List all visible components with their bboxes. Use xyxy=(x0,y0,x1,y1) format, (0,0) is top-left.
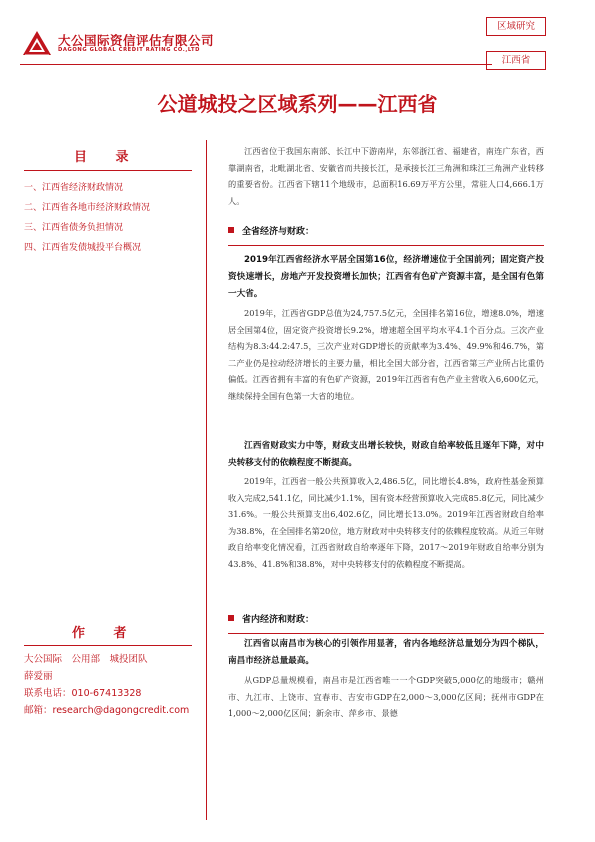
section-title: 全省经济与财政： xyxy=(242,227,315,237)
section-bullet-icon xyxy=(228,615,234,621)
region-tag: 江西省 xyxy=(486,51,546,70)
company-name-cn: 大公国际资信评估有限公司 xyxy=(58,33,215,48)
toc-item[interactable]: 二、江西省各地市经济财政情况 xyxy=(24,203,151,213)
body-paragraph: 2019年，江西省GDP总值为24,757.5亿元，全国排名第16位，增速8.0%，增速居全国第4位，固定资产投资增长9.2%，增速超全国平均水平4.1个百分点。三次产业结构为8.3:44.2:47.5，三次产业对GDP增长的贡献率为3.4%、49.9%和46.7%，第二产业仍是拉动经济增长的主要力量，相比全国大部分省，江西省第三产业所占比重仍偏低。江西省拥有丰富的有色矿产资源，2019年江西省有色产业主营收入6,600亿元，继续保持全国有色第一大省的地位。 xyxy=(228,308,544,401)
company-name-en: DAGONG GLOBAL CREDIT RATING CO.,LTD xyxy=(58,47,201,53)
category-tag: 区域研究 xyxy=(486,17,546,36)
toc-divider xyxy=(24,170,192,171)
page-title: 公道城投之区域系列——江西省 xyxy=(157,92,438,116)
intro-paragraph: 江西省位于我国东南部、长江中下游南岸，东邻浙江省、福建省，南连广东省，西靠湖南省，北毗湖北省、安徽省而共接长江，是承接长江三角洲和珠江三角洲产业转移的重要省份。江西省下辖11个地级市，总面积16.69万平方公里，常驻人口4,666.1万人。 xyxy=(228,146,544,206)
section-header-intra-province xyxy=(228,612,544,634)
toc-list xyxy=(24,178,204,258)
section-divider xyxy=(228,633,544,634)
header-divider xyxy=(20,64,492,65)
section-title: 省内经济和财政： xyxy=(242,615,315,625)
body-paragraph: 2019年，江西省一般公共预算收入2,486.5亿，同比增长4.8%，政府性基金预算收入完成2,541.1亿，同比减少1.1%，国有资本经营预算收入完成85.8亿元，同比减少31.6%。一般公共预算支出6,402.6亿，同比增长13.0%。2019年江西省财政自给率为38.8%，在全国排名第20位，地方财政对中央转移支付的依赖程度较高。从近三年财政自给率变化情况看，江西省财政自给率逐年下降，2017～2019年财政自给率分别为43.8%、41.8%和38.8%，对中央转移支付的依赖程度不断提高。 xyxy=(228,476,544,569)
section-divider xyxy=(228,245,544,246)
column-separator xyxy=(206,140,207,820)
section-header-economy xyxy=(228,224,544,246)
section-bullet-icon xyxy=(228,227,234,233)
body-paragraph: 从GDP总量规模看，南昌市是江西省唯一一个GDP突破5,000亿的地级市；赣州市、九江市、上饶市、宜春市、吉安市GDP在2,000～3,000亿区间；抚州市GDP在1,000～2,000亿区间；新余市、萍乡市、景德 xyxy=(228,675,544,719)
author-heading: 作 者 xyxy=(72,626,139,641)
toc-item[interactable]: 一、江西省经济财政情况 xyxy=(24,183,124,193)
author-info xyxy=(24,651,189,719)
toc-heading: 目 录 xyxy=(74,150,141,165)
company-logo xyxy=(22,30,52,56)
key-finding: 2019年江西省经济水平居全国第16位，经济增速位于全国前列；固定资产投资快速增长，房地产开发投资增长加快；江西省有色矿产资源丰富，是全国有色第一大省。 xyxy=(228,255,544,300)
author-name: 薛爱丽 xyxy=(24,671,53,682)
key-finding: 江西省以南昌市为核心的引领作用显著，省内各地经济总量划分为四个梯队，南昌市经济总量最高。 xyxy=(228,639,544,667)
toc-item[interactable]: 三、江西省债务负担情况 xyxy=(24,223,124,233)
author-divider xyxy=(24,645,192,646)
author-email[interactable]: 邮箱：research@dagongcredit.com xyxy=(24,705,190,716)
key-finding: 江西省财政实力中等，财政支出增长较快，财政自给率较低且逐年下降，对中央转移支付的依赖程度不断提高。 xyxy=(228,441,544,469)
author-team: 大公国际 公用部 城投团队 xyxy=(24,654,148,665)
toc-item[interactable]: 四、江西省发债城投平台概况 xyxy=(24,243,142,253)
author-phone: 联系电话：010-67413328 xyxy=(24,688,142,699)
